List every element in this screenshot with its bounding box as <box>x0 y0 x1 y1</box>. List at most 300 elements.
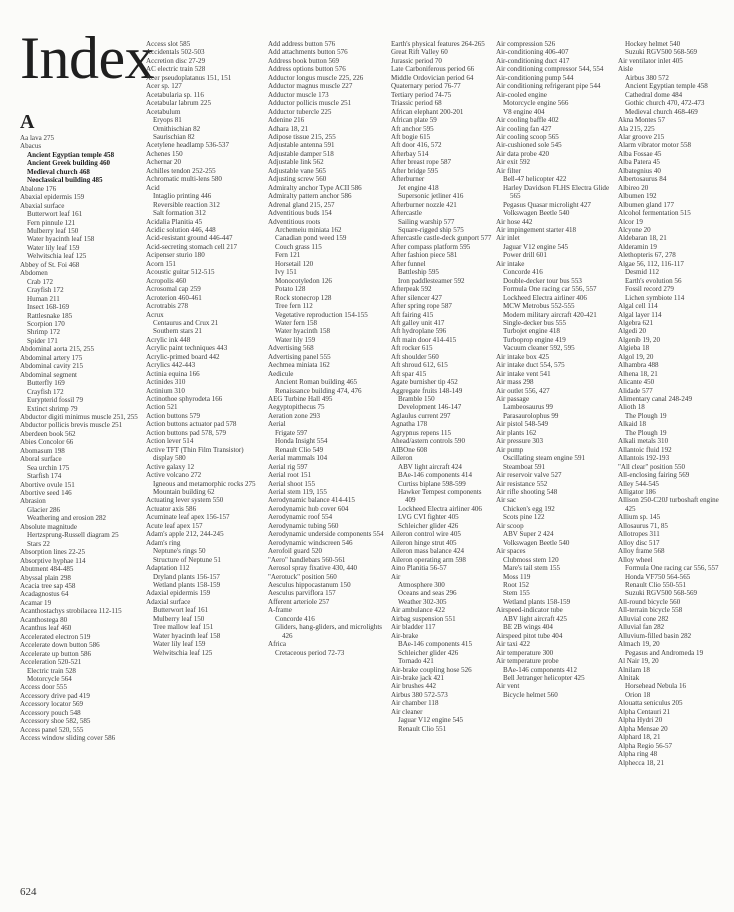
index-entry: Absorptive hyphae 114 <box>20 556 86 565</box>
index-subentry: Mulberry leaf 150 <box>27 226 79 235</box>
index-subentry: The Plough 19 <box>625 411 667 420</box>
index-entry: After silencer 427 <box>391 293 442 302</box>
index-subentry: Water hyacinth 158 <box>275 327 331 336</box>
index-subentry: Scots pine 122 <box>503 513 545 522</box>
index-entry: Alkaid 18 <box>618 420 646 429</box>
index-entry: Actinothoe sphyrodeta 166 <box>146 395 223 404</box>
index-entry: Late Carboniferous period 66 <box>391 65 475 74</box>
index-subentry: Desmid 112 <box>625 268 659 277</box>
index-subentry: Tree fern 112 <box>275 302 313 311</box>
index-entry: Aerofoil guard 520 <box>268 547 323 556</box>
index-entry: Access door 555 <box>20 683 67 692</box>
index-entry: Air-brake <box>391 631 419 640</box>
index-subentry: Motorcycle 564 <box>27 675 72 683</box>
index-subentry: Motorcycle engine 566 <box>503 99 569 108</box>
index-entry: Aisle <box>618 65 633 74</box>
index-entry: Accelerate up button 586 <box>20 649 92 658</box>
index-subentry: Oscillating steam engine 591 <box>503 454 585 463</box>
index-entry: Aft shroud 612, 615 <box>391 361 448 370</box>
index-subentry: Schleicher glider 426 <box>398 648 459 657</box>
index-entry: Air mass 298 <box>496 378 534 387</box>
index-entry: Accretion disc 27-29 <box>146 56 206 65</box>
index-subentry: Archemeiu miniata 162 <box>275 225 342 234</box>
index-entry: Acidic solution 446, 448 <box>146 225 216 234</box>
index-entry: Abyssal plain 298 <box>20 573 71 582</box>
index-entry: Alphecca 18, 21 <box>618 758 664 767</box>
index-entry: Aft door 416, 572 <box>391 141 442 150</box>
index-entry: Add attachments button 576 <box>268 48 348 57</box>
index-subentry: Battleship 595 <box>398 268 439 277</box>
index-entry: Acid-secreting stomach cell 217 <box>146 242 237 251</box>
index-entry: Almach 19, 20 <box>618 640 660 649</box>
index-subentry: Wetland plants 158-159 <box>503 597 571 606</box>
index-entry: Afterburner nozzle 421 <box>391 200 457 209</box>
index-entry: After bridge 595 <box>391 166 438 175</box>
index-subentry: Weather 302-305 <box>398 597 447 606</box>
index-entry: Air scoop <box>496 521 524 530</box>
index-entry: Access slot 585 <box>146 40 191 48</box>
index-subentry: Lichen symbiote 114 <box>625 293 685 302</box>
index-entry: Abdominal aorta 215, 255 <box>20 345 94 354</box>
index-entry: Adjusting screw 560 <box>268 175 327 184</box>
index-entry: Air spaces <box>496 547 526 556</box>
index-entry: Airspeed-indicator tube <box>496 606 563 615</box>
index-subentry: Couch grass 115 <box>275 242 322 251</box>
index-entry: Achenes 150 <box>146 149 183 158</box>
index-entry: Aldebaran 18, 21 <box>618 234 667 243</box>
index-entry: Acrosomal cap 259 <box>146 285 201 294</box>
index-subentry: Earth's evolution 56 <box>625 276 682 285</box>
index-entry: Alethopteris 67, 278 <box>618 251 676 260</box>
index-entry: Actinia equina 166 <box>146 369 200 378</box>
index-subentry: Water fern 158 <box>275 318 318 327</box>
index-subentry: Human 211 <box>27 294 60 303</box>
index-entry: Action buttons pad 578, 579 <box>146 428 227 437</box>
index-entry: Agnatha 178 <box>391 420 428 429</box>
index-subentry: Sailing warship 577 <box>398 217 455 226</box>
index-subentry: Clubmoss stem 120 <box>503 555 559 564</box>
index-entry: Accessory shoe 582, 585 <box>20 717 91 726</box>
index-subentry: Lockheed Electra airliner 406 <box>503 293 587 302</box>
index-entry: Add address button 576 <box>268 40 336 48</box>
index-subentry: Reversible reaction 312 <box>153 200 220 209</box>
index-entry: Air compression 526 <box>496 40 556 48</box>
index-entry: Adam's apple 212, 244-245 <box>146 530 224 539</box>
index-entry: After breast rope 587 <box>391 158 452 167</box>
index-subentry: Medieval church 468-469 <box>625 107 698 116</box>
index-entry: Alpha Centauri 21 <box>618 707 671 716</box>
index-entry: Air chamber 118 <box>391 699 439 708</box>
index-entry: Aglaulus current 297 <box>391 411 451 420</box>
index-entry: Air passage <box>496 395 530 404</box>
index-entry: Acrylic-primed board 442 <box>146 352 220 361</box>
index-entry: Achromatic multi-lens 580 <box>146 175 222 184</box>
index-subentry: Structure of Neptune 51 <box>153 555 221 564</box>
index-entry: African elephant 200-201 <box>391 107 464 116</box>
section-letter: A <box>20 111 35 133</box>
index-entry: Air pump <box>496 445 524 454</box>
index-entry: Acorn 151 <box>146 259 176 268</box>
index-entry: Adam's ring <box>146 538 181 547</box>
index-entry: Acetabulum <box>146 107 181 116</box>
index-entry: Air hose 442 <box>496 217 533 226</box>
index-subentry: Cathedral dome 484 <box>625 90 683 99</box>
index-subentry: Rattlesnake 185 <box>27 311 73 320</box>
index-subentry: Renault Clio 550-551 <box>625 581 687 589</box>
index-subentry: Fossil record 279 <box>625 285 674 294</box>
index-entry: Aft galley unit 417 <box>391 318 445 327</box>
index-subentry: Ancient Egyptian temple 458 <box>27 150 115 159</box>
index-subentry: Stem 155 <box>503 589 530 598</box>
index-entry: Afterbay 514 <box>391 149 429 158</box>
index-subentry: Development 146-147 <box>398 403 462 412</box>
index-entry: Air ambulance 422 <box>391 606 446 615</box>
index-subentry: Horsehead Nebula 16 <box>625 682 687 691</box>
index-entry: Algebra 621 <box>618 318 654 327</box>
index-entry: Alley 544-545 <box>618 479 659 488</box>
index-entry: Abdominal segment <box>20 370 77 379</box>
index-entry: Abrasion <box>20 497 46 506</box>
index-subentry: Supersonic jetliner 416 <box>398 192 464 201</box>
index-entry: Aftercastle <box>391 209 422 218</box>
index-subentry: Single-decker bus 555 <box>503 318 567 327</box>
index-entry: Acrotrabis 278 <box>146 302 189 311</box>
index-entry: Adrenal gland 215, 257 <box>268 200 335 209</box>
index-entry: Aegyptopithecus 75 <box>268 403 325 412</box>
index-subentry: Monocotyledon 126 <box>275 276 332 285</box>
index-entry: Alkali metals 310 <box>618 437 669 446</box>
index-entry: Air-conditioning 406-407 <box>496 48 569 57</box>
index-entry: Advertising 568 <box>268 344 314 353</box>
index-entry: Aileron hinge strut 405 <box>391 538 457 547</box>
index-entry: Abalone 176 <box>20 184 57 193</box>
index-subentry: Welwitschia leaf 125 <box>27 252 87 261</box>
index-subentry: Vacuum cleaner 592, 595 <box>503 344 575 353</box>
index-subentry: Eurypterid fossil 79 <box>27 396 83 405</box>
index-entry: Adductor magnus muscle 227 <box>268 82 353 91</box>
index-entry: Air-conditioning pump 544 <box>496 73 574 82</box>
index-entry: Aberdeen book 562 <box>20 429 76 438</box>
index-subentry: Mare's tail stem 155 <box>503 564 561 573</box>
index-entry: AEG Turbine Hall 495 <box>268 395 333 404</box>
index-entry: Afterburner <box>391 175 425 184</box>
index-entry: Air cleaner <box>391 707 423 716</box>
index-entry: Aerial <box>268 420 286 429</box>
index-entry: Air pistol 548-549 <box>496 420 549 429</box>
index-entry: Triassic period 68 <box>391 99 442 108</box>
index-entry: Actuator axis 586 <box>146 504 197 513</box>
index-entry: Air conditioning refrigerant pipe 544 <box>496 82 601 91</box>
index-entry: Air exit 592 <box>496 158 531 167</box>
index-entry: Acoustic guitar 512-515 <box>146 268 215 277</box>
index-entry: Air data probe 420 <box>496 149 550 158</box>
index-entry: Accidentals 502-503 <box>146 48 205 57</box>
index-subentry: Wetland plants 158-159 <box>153 581 221 589</box>
index-entry: Aerial rig 597 <box>268 462 308 471</box>
index-entry: Alhambra 488 <box>618 361 659 370</box>
index-entry: Action buttons actuator pad 578 <box>146 420 237 429</box>
index-entry: Quaternary period 76-77 <box>391 82 461 91</box>
index-subentry: Suzuki RGV500 568-569 <box>625 48 698 57</box>
index-entry: Al Nair 19, 20 <box>618 657 659 666</box>
index-subentry: Modern military aircraft 420-421 <box>503 310 597 319</box>
index-entry: Algol 19, 20 <box>618 352 654 361</box>
index-subentry: Tree mallow leaf 151 <box>153 623 214 632</box>
index-entry: Abomasum 198 <box>20 446 65 455</box>
index-entry: Alderamin 19 <box>618 242 657 251</box>
index-subentry: Schleicher glider 426 <box>398 521 459 530</box>
index-subentry: Water hyacinth leaf 158 <box>153 631 221 640</box>
index-entry: Action 521 <box>146 403 178 412</box>
index-subentry: Orion 18 <box>625 690 651 699</box>
index-subentry: Gothic church 470, 472-473 <box>625 99 705 108</box>
index-entry: Alpha ring 48 <box>618 750 658 759</box>
index-entry: Acipenser sturio 180 <box>146 251 205 260</box>
index-subentry: Hawker Tempest components 409 <box>398 488 482 505</box>
index-entry: Aino Planitia 56-57 <box>391 564 447 573</box>
index-entry: Air conditioning compressor 544, 554 <box>496 65 604 74</box>
index-entry: All-round bicycle 560 <box>618 597 681 606</box>
index-subentry: Root 152 <box>503 581 530 589</box>
index-subentry: Honda Insight 554 <box>275 437 328 446</box>
index-subentry: Parasaurolophus 99 <box>503 411 559 420</box>
index-entry: Alnitak <box>618 673 640 682</box>
index-subentry: Water hyacinth leaf 158 <box>27 235 95 244</box>
index-entry: Abortive seed 146 <box>20 489 72 498</box>
index-entry: Albireo 20 <box>618 183 649 192</box>
index-entry: Aerodynamic windscreen 546 <box>268 538 353 547</box>
index-entry: Abaxial surface <box>20 201 65 210</box>
index-subentry: Iron paddlesteamer 592 <box>398 276 465 285</box>
index-entry: All-enclosing fairing 569 <box>618 471 690 480</box>
index-entry: Acamar 19 <box>20 598 52 607</box>
index-subentry: Harley Davidson FLHS Electra Glide 565 <box>503 183 610 201</box>
index-entry: Alluvial fan 282 <box>618 623 665 632</box>
index-entry: Aechmea miniata 162 <box>268 361 330 370</box>
index-subentry: V8 engine 404 <box>503 107 545 116</box>
index-entry: Adductor tubercle 225 <box>268 107 332 116</box>
index-entry: Adjustable damper 518 <box>268 149 334 158</box>
index-subentry: Mountain building 62 <box>153 488 215 497</box>
index-entry: Acer pseudoplatanus 151, 151 <box>146 73 232 82</box>
index-subentry: Steamboat 591 <box>503 462 546 471</box>
index-entry: Algieba 18 <box>618 344 650 353</box>
index-subentry: Gliders, hang-gliders, and microlights 426 <box>275 623 383 640</box>
index-subentry: BE 2B wings 404 <box>503 623 553 632</box>
index-entry: Adaptation 112 <box>146 564 190 573</box>
index-entry: Allantois 192-193 <box>618 454 670 463</box>
index-entry: Alluvium-filled basin 282 <box>618 631 692 640</box>
index-entry: Alhena 18, 21 <box>618 369 658 378</box>
index-entry: Acadagnostus 64 <box>20 590 69 599</box>
index-subentry: Bramble 150 <box>398 395 435 404</box>
index-entry: Aggregate fruits 148-149 <box>391 386 463 395</box>
index-entry: After funnel <box>391 259 426 268</box>
index-entry: Albumen 192 <box>618 192 657 201</box>
index-entry: Earth's physical features 264-265 <box>391 40 485 48</box>
index-entry: Adjustable link 562 <box>268 158 324 167</box>
index-subentry: Water lily 159 <box>275 335 316 344</box>
index-entry: Abacus <box>20 142 42 151</box>
index-subentry: Turbojet engine 418 <box>503 327 560 336</box>
index-subentry: Renault Clio 551 <box>398 724 447 733</box>
index-entry: Acer sp. 127 <box>146 82 182 91</box>
index-entry: Ahead/astern controls 590 <box>391 437 465 446</box>
index-entry: Air pressure 303 <box>496 437 543 446</box>
index-entry: Active galaxy 12 <box>146 462 195 471</box>
index-entry: Acrylics 442-443 <box>146 361 196 370</box>
index-entry: Alloy wheel <box>618 555 653 564</box>
index-entry: Air filter <box>496 166 521 175</box>
index-subentry: Crab 172 <box>27 277 54 286</box>
index-subentry: Mulberry leaf 150 <box>153 614 205 623</box>
index-entry: Albategnius 40 <box>618 166 661 175</box>
index-entry: Air inlet <box>496 234 520 243</box>
index-entry: Algenib 19, 20 <box>618 335 661 344</box>
index-entry: Aboral surface <box>20 455 62 464</box>
index-entry: Acrux <box>146 310 164 319</box>
index-subentry: Square-rigged ship 575 <box>398 225 464 234</box>
index-entry: Advertising panel 555 <box>268 352 331 361</box>
index-subentry: BAe-146 components 414 <box>398 471 472 480</box>
index-entry: Great Rift Valley 60 <box>391 48 448 57</box>
index-entry: Algal cell 114 <box>618 302 658 311</box>
index-entry: Air bladder 117 <box>391 623 436 632</box>
index-entry: Acanthus leaf 460 <box>20 624 72 633</box>
index-entry: Air intake <box>496 259 525 268</box>
index-entry: After spring rope 587 <box>391 302 452 311</box>
index-entry: Alloy disc 517 <box>618 538 660 547</box>
index-entry: Alcyone 20 <box>618 225 651 234</box>
index-entry: Alouatta seniculus 205 <box>618 699 683 708</box>
index-entry: Air impingement starter 418 <box>496 225 577 234</box>
index-entry: Aerodynamic underside components 554 <box>268 530 384 539</box>
index-subentry: Weathering and erosion 282 <box>27 514 107 523</box>
index-subentry: Jet engine 418 <box>398 183 439 192</box>
index-entry: Alpha Hydri 20 <box>618 716 663 725</box>
index-entry: Air reservoir valve 527 <box>496 471 562 480</box>
index-entry: Actuating lever system 550 <box>146 496 224 505</box>
index-entry: Jurassic period 70 <box>391 56 442 65</box>
index-entry: Allison 250-C20J turboshaft engine 425 <box>618 496 719 513</box>
index-subentry: Butterfly 169 <box>27 379 65 388</box>
index-entry: Afferent arteriole 257 <box>268 597 330 606</box>
index-subentry: Southern stars 21 <box>153 327 202 336</box>
index-entry: Admiralty pattern anchor 586 <box>268 192 352 201</box>
index-entry: African plate 59 <box>391 116 437 125</box>
index-entry: Akna Montes 57 <box>618 116 665 125</box>
index-entry: Air-cooled engine <box>496 90 547 99</box>
index-subentry: Jaguar V12 engine 545 <box>398 716 464 725</box>
index-entry: Abbey of St. Foi 468 <box>20 260 80 269</box>
index-entry: Aft hydroplane 596 <box>391 327 447 336</box>
index-entry: Aerodynamic roof 554 <box>268 513 333 522</box>
index-entry: Absorption lines 22-25 <box>20 548 85 557</box>
index-entry: Air intake vent 541 <box>496 369 551 378</box>
index-entry: Algal layer 114 <box>618 310 662 319</box>
index-entry: Action buttons 579 <box>146 411 201 420</box>
index-entry: Aerosol spray fixative 430, 440 <box>268 564 358 573</box>
index-subentry: Honda VF750 564-565 <box>625 572 691 581</box>
index-title: Index <box>20 25 155 91</box>
index-entry: Alcohol fermentation 515 <box>618 209 691 218</box>
index-entry: Alphard 18, 21 <box>618 733 661 742</box>
index-subentry: Stars 22 <box>27 539 50 548</box>
index-entry: Airspeed pitot tube 404 <box>496 631 563 640</box>
index-entry: Aileron operating arm 598 <box>391 555 466 564</box>
index-entry: Air cooling fan 427 <box>496 124 552 133</box>
index-subentry: Pegasus Quasar microlight 427 <box>503 200 591 209</box>
index-subentry: Moss 119 <box>503 572 531 581</box>
index-entry: Abaxial epidermis 159 <box>20 193 85 202</box>
index-subentry: Horsetail 120 <box>275 259 314 268</box>
index-entry: AC electric train 528 <box>146 65 206 74</box>
index-entry: Aileron control wire 405 <box>391 530 461 539</box>
index-entry: Acrylic ink 448 <box>146 335 191 344</box>
index-entry: Abdominal cavity 215 <box>20 362 84 371</box>
index-entry: Alpha Mensae 20 <box>618 724 668 733</box>
index-subentry: Ancient Greek building 460 <box>27 159 111 168</box>
index-entry: AIBOne 608 <box>391 445 428 454</box>
index-subentry: Neoclassical building 485 <box>27 176 103 185</box>
index-subentry: Glacier 286 <box>27 505 61 514</box>
index-entry: Alidade 577 <box>618 386 653 395</box>
index-subentry: Formula One racing car 556, 557 <box>625 564 719 573</box>
index-entry: Acropolis 460 <box>146 276 187 285</box>
index-entry: Alcor 19 <box>618 217 643 226</box>
index-entry: Aeration zone 293 <box>268 411 321 420</box>
index-entry: Aft bogie 615 <box>391 132 431 141</box>
index-entry: Action lever 514 <box>146 437 194 446</box>
index-entry: Abutment 484-485 <box>20 565 74 574</box>
index-entry: Air brushes 442 <box>391 682 437 691</box>
index-entry: Alnilam 18 <box>618 665 650 674</box>
index-entry: Aedicule <box>268 369 294 378</box>
index-entry: Air intake box 425 <box>496 352 550 361</box>
index-entry: Air temperature probe <box>496 657 559 666</box>
index-entry: Aft main door 414-415 <box>391 335 457 344</box>
index-entry: Acrylic paint techniques 443 <box>146 344 228 353</box>
index-entry: Ala 215, 225 <box>618 124 655 133</box>
index-subentry: Igneous and metamorphic rocks 275 <box>153 479 256 488</box>
index-entry: Acanthostachys strobilacea 112-115 <box>20 607 122 616</box>
index-entry: Alicante 450 <box>618 378 655 387</box>
index-entry: Air resistance 552 <box>496 479 548 488</box>
index-subentry: Volkswagen Beetle 540 <box>503 538 570 547</box>
index-subentry: Saurischian 82 <box>153 132 195 141</box>
index-entry: Abortive ovule 151 <box>20 480 75 489</box>
index-entry: Adipose tissue 215, 255 <box>268 132 336 141</box>
index-entry: Access window sliding cover 586 <box>20 734 116 743</box>
index-entry: Albumen gland 177 <box>618 200 674 209</box>
index-entry: Air taxi 422 <box>496 640 531 649</box>
index-entry: Aerodynamic hub cover 604 <box>268 504 349 513</box>
index-entry: Aft spar 415 <box>391 369 427 378</box>
index-entry: Accessory locator 569 <box>20 700 84 709</box>
index-entry: Air rifle shooting 548 <box>496 488 558 497</box>
index-entry: Abies Concolor 66 <box>20 438 74 447</box>
index-entry: Alarm vibrator motor 558 <box>618 141 691 150</box>
index-subentry: Starfish 174 <box>27 472 62 481</box>
index-entry: Aerial root 151 <box>268 471 312 480</box>
index-entry: Abdomen <box>20 269 48 278</box>
index-entry: Air-cushioned sole 545 <box>496 141 562 150</box>
index-subentry: Electric train 528 <box>27 666 76 675</box>
index-entry: Air sac <box>496 496 517 505</box>
index-entry: Abductor digiti minimus muscle 251, 255 <box>20 412 138 421</box>
index-subentry: Lambeosaurus 99 <box>503 403 553 412</box>
index-entry: Algae 56, 112, 116-117 <box>618 259 684 268</box>
